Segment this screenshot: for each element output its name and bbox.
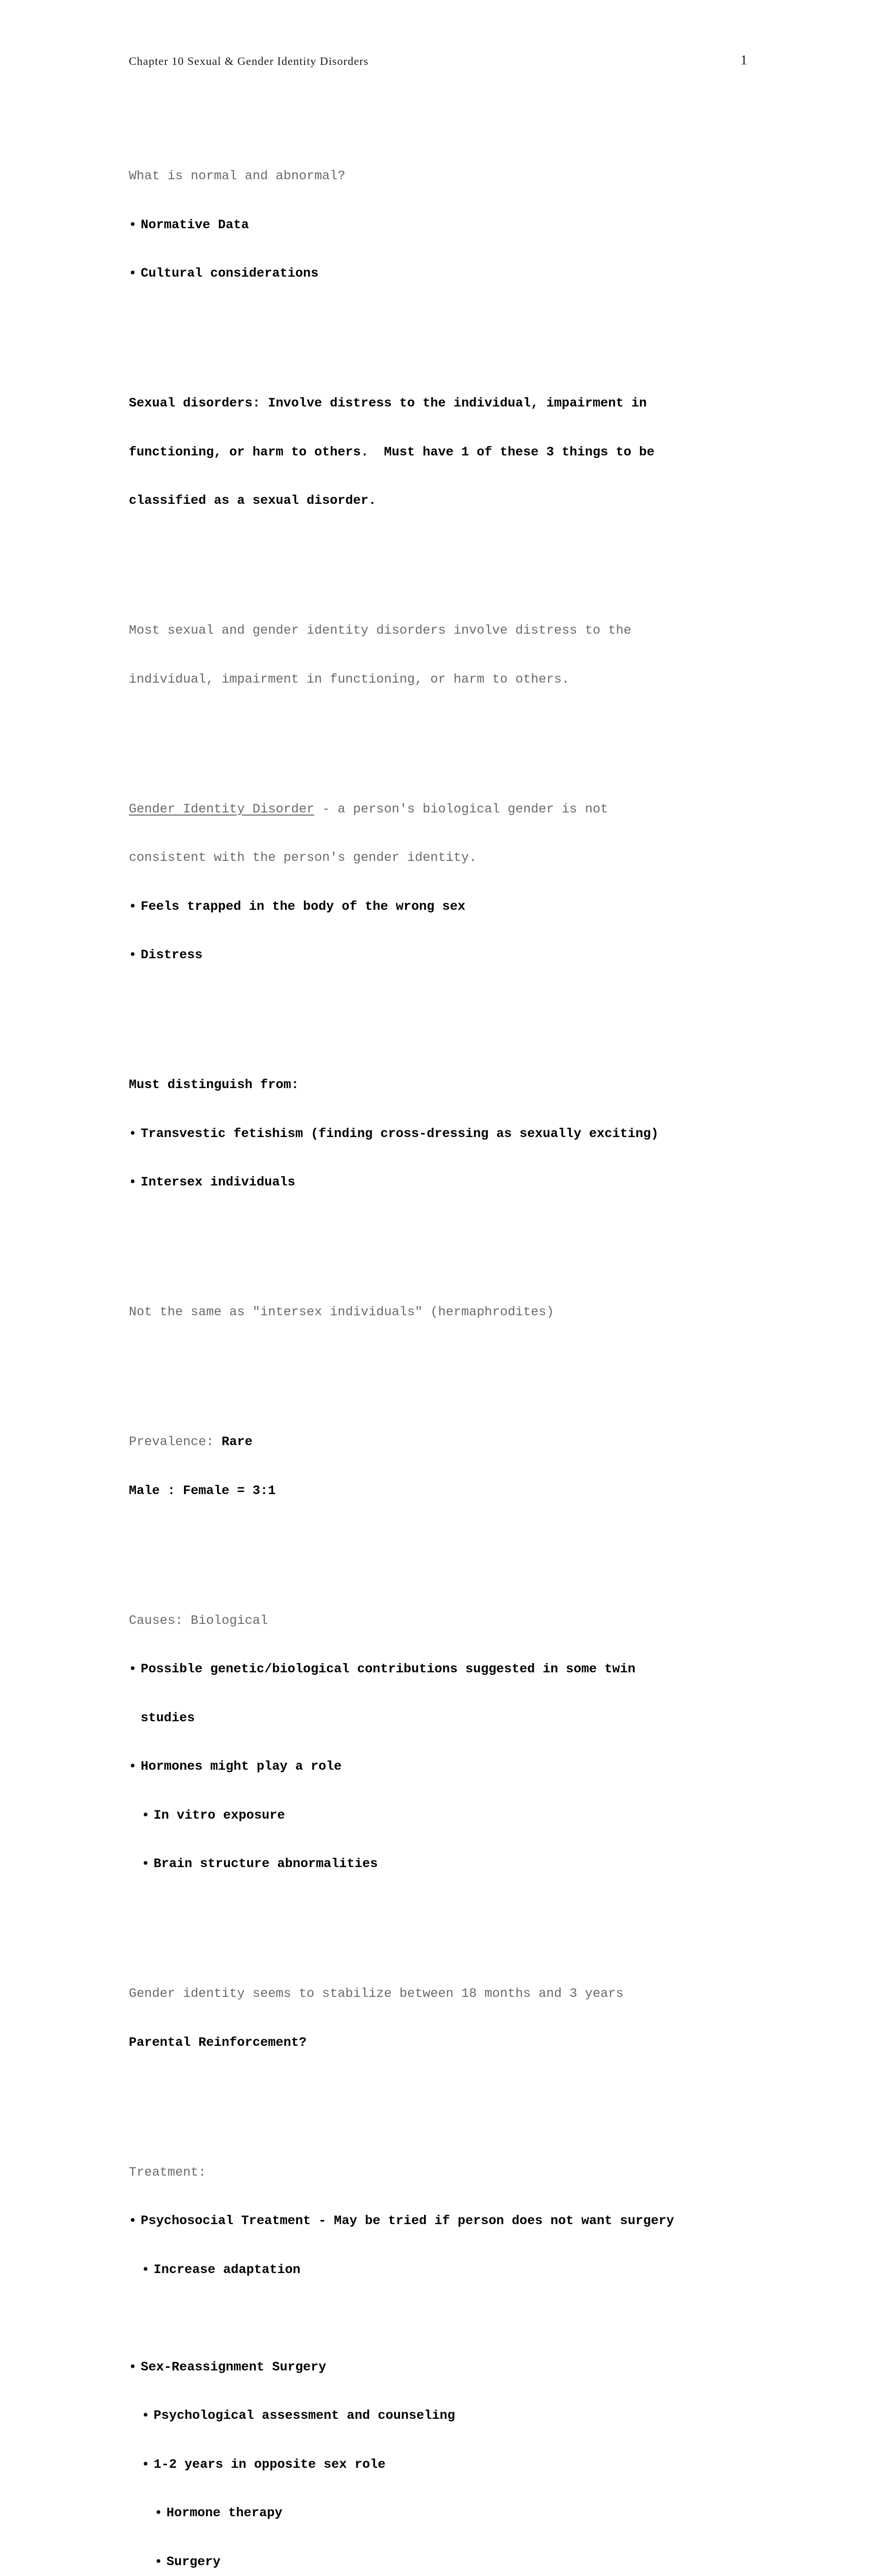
list-item: • Hormones might play a role [129,1759,342,1774]
paragraph-line: functioning, or harm to others. Must have 1 of these 3 things to be [129,444,655,460]
list-subitem: • In vitro exposure [142,1807,285,1823]
parental-reinforcement: Parental Reinforcement? [129,2035,307,2050]
bullet-icon: • [142,1856,150,1871]
paragraph-line: Sexual disorders: Involve distress to the individual, impairment in [129,396,647,411]
bullet-icon: • [129,2359,137,2375]
bullet-icon: • [155,2505,163,2520]
bullet-icon: • [142,1807,150,1823]
list-subsubitem: • Hormone therapy [155,2505,283,2520]
chapter-title: Chapter 10 Sexual & Gender Identity Disorders [129,55,369,67]
list-item: • Sex-Reassignment Surgery [129,2359,327,2375]
list-subitem: • Increase adaptation [142,2262,301,2277]
bullet-icon: • [142,2456,150,2472]
bullet-icon: • [129,1759,137,1774]
list-subsubitem: • Surgery [155,2554,221,2569]
causes-heading: Causes: Biological [129,1613,268,1628]
sex-ratio-line: Male : Female = 3:1 [129,1483,276,1498]
paragraph-line: Gender identity seems to stabilize between 18 months and 3 years [129,1986,624,2001]
paragraph-line: Not the same as "intersex individuals" (hermaphrodites) [129,1304,554,1319]
gid-definition-line: consistent with the person's gender identity. [129,850,477,865]
list-item-continuation: studies [141,1710,195,1725]
bullet-icon: • [129,947,137,962]
treatment-heading: Treatment: [129,2164,207,2180]
list-item: • Psychosocial Treatment - May be tried if person does not want surgery [129,2213,675,2228]
gid-term: Gender Identity Disorder [129,801,315,817]
bullet-icon: • [129,2213,137,2228]
bullet-icon: • [129,1662,137,1676]
list-item: • Cultural considerations [129,266,319,281]
paragraph-line: individual, impairment in functioning, or harm to others. [129,671,570,687]
bullet-icon: • [155,2554,163,2569]
list-subitem: • Brain structure abnormalities [142,1856,378,1871]
list-item: • Possible genetic/biological contributions suggested in some twin [129,1662,636,1676]
list-item: • Intersex individuals [129,1175,296,1190]
bullet-icon: • [142,2408,150,2423]
list-item: • Normative Data [129,217,249,232]
page-number: 1 [740,53,747,67]
list-item: • Feels trapped in the body of the wrong sex [129,899,466,914]
bullet-icon: • [129,217,137,232]
list-item: • Distress [129,947,203,962]
paragraph-line: Most sexual and gender identity disorders involve distress to the [129,623,632,638]
bullet-icon: • [142,2262,150,2277]
bullet-icon: • [129,1175,137,1190]
list-subitem: • 1-2 years in opposite sex role [142,2456,386,2472]
bullet-icon: • [129,1126,137,1141]
prevalence-line: Prevalence: Rare [129,1434,253,1449]
bullet-icon: • [129,899,137,914]
list-subitem: • Psychological assessment and counseling [142,2408,456,2423]
document-body [129,103,799,2576]
gid-definition-line: Gender Identity Disorder - a person's biological gender is not [129,801,609,817]
distinguish-heading: Must distinguish from: [129,1077,299,1092]
paragraph-line: classified as a sexual disorder. [129,493,377,508]
bullet-icon: • [129,266,137,281]
normal-abnormal-heading: What is normal and abnormal? [129,168,346,183]
list-item: • Transvestic fetishism (finding cross-dressing as sexually exciting) [129,1126,659,1141]
